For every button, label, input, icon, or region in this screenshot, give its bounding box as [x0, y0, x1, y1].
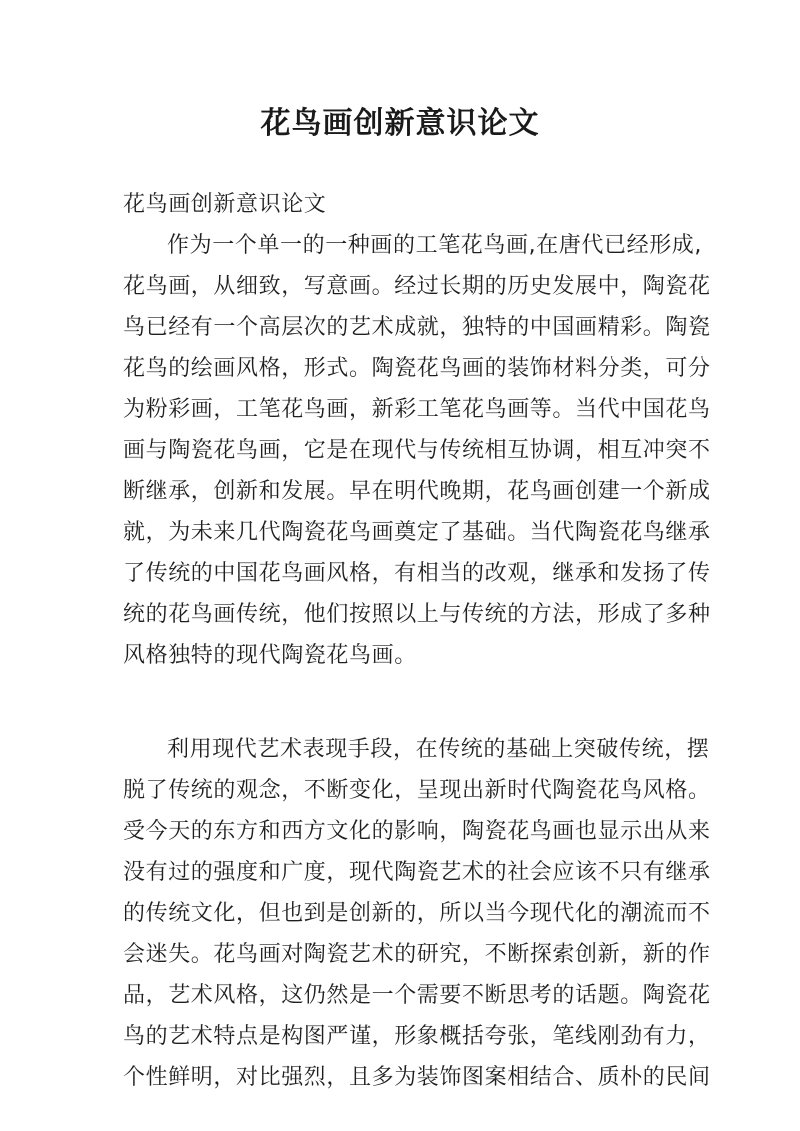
paragraph-line: 个性鲜明，对比强烈，且多为装饰图案相结合、质朴的民间 [123, 1065, 711, 1090]
paragraph-line: 受今天的东方和西方文化的影响，陶瓷花鸟画也显示出从来 [123, 819, 711, 844]
paragraph-line: 鸟的艺术特点是构图严谨，形象概括夸张，笔线刚劲有力， [123, 1024, 711, 1049]
paragraph-line: 的传统文化，但也到是创新的，所以当今现代化的潮流而不 [123, 901, 711, 926]
paragraph-line: 花鸟的绘画风格，形式。陶瓷花鸟画的装饰材料分类，可分 [123, 356, 711, 381]
paragraph-line: 作为一个单一的一种画的工笔花鸟画,在唐代已经形成, [167, 233, 702, 258]
paragraph-line: 花鸟画，从细致，写意画。经过长期的历史发展中，陶瓷花 [123, 274, 711, 299]
paragraph-2 [123, 729, 711, 1098]
paragraph-spacer [123, 676, 693, 729]
paragraph-line: 利用现代艺术表现手段，在传统的基础上突破传统，摆 [167, 737, 710, 762]
paragraph-line: 了传统的中国花鸟画风格，有相当的改观，继承和发扬了传 [123, 561, 711, 586]
paragraph-line: 鸟已经有一个高层次的艺术成就，独特的中国画精彩。陶瓷 [123, 315, 711, 340]
paragraph-line: 画与陶瓷花鸟画，它是在现代与传统相互协调，相互冲突不 [123, 438, 711, 463]
paragraph-line: 品，艺术风格，这仍然是一个需要不断思考的话题。陶瓷花 [123, 983, 711, 1008]
document-title: 花鸟画创新意识论文 [260, 106, 540, 141]
paragraph-line: 断继承，创新和发展。早在明代晚期，花鸟画创建一个新成 [123, 479, 711, 504]
paragraph-line: 为粉彩画，工笔花鸟画，新彩工笔花鸟画等。当代中国花鸟 [123, 397, 711, 422]
paragraph-line: 风格独特的现代陶瓷花鸟画。 [123, 643, 417, 668]
paragraph-line: 没有过的强度和广度，现代陶瓷艺术的社会应该不只有继承 [123, 860, 711, 885]
paragraph-line: 会迷失。花鸟画对陶瓷艺术的研究，不断探索创新，新的作 [123, 942, 711, 967]
paragraph-line: 脱了传统的观念，不断变化，呈现出新时代陶瓷花鸟风格。 [123, 778, 711, 803]
document-body [123, 184, 711, 1098]
paragraph-line: 就，为未来几代陶瓷花鸟画奠定了基础。当代陶瓷花鸟继承 [123, 520, 711, 545]
paragraph-line: 统的花鸟画传统，他们按照以上与传统的方法，形成了多种 [123, 602, 711, 627]
document-subtitle: 花鸟画创新意识论文 [123, 192, 327, 217]
paragraph-1 [123, 225, 711, 676]
